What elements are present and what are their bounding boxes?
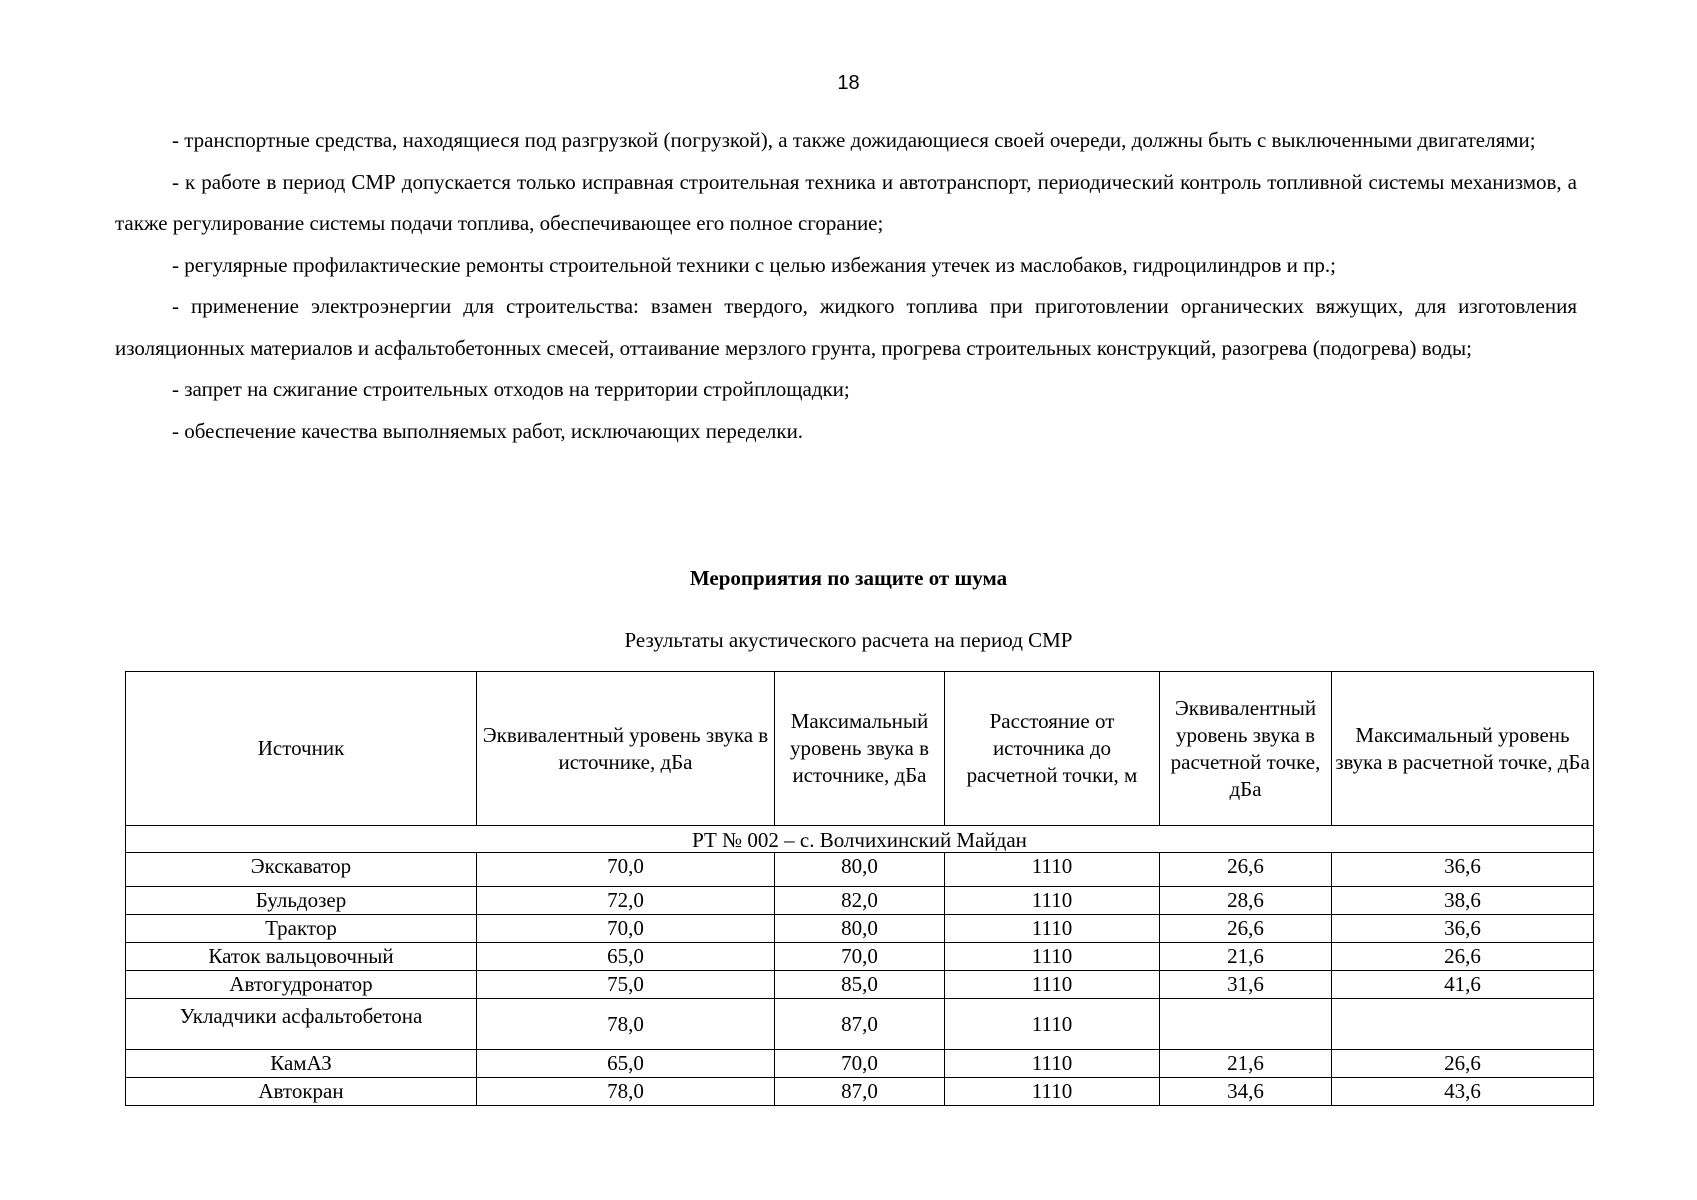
cell-eq-source: 70,0 xyxy=(477,853,775,887)
body-text xyxy=(115,120,1577,452)
section-heading: Мероприятия по защите от шума xyxy=(689,566,1008,590)
header-eq-level-source: Эквивалентный уровень звука в источнике, дБа xyxy=(477,672,775,826)
cell-max-source: 85,0 xyxy=(775,971,945,999)
cell-max-point: 26,6 xyxy=(1332,1050,1594,1078)
cell-max-source: 70,0 xyxy=(775,943,945,971)
cell-source: Бульдозер xyxy=(126,887,477,915)
table-row xyxy=(126,999,1594,1050)
cell-distance: 1110 xyxy=(945,999,1160,1050)
cell-max-source: 80,0 xyxy=(775,853,945,887)
header-max-level-point: Максимальный уровень звука в расчетной точке, дБа xyxy=(1332,672,1594,826)
group-label: РТ № 002 – с. Волчихинский Майдан xyxy=(126,826,1594,853)
cell-max-point: 43,6 xyxy=(1332,1078,1594,1106)
cell-source: КамАЗ xyxy=(126,1050,477,1078)
table-group-row xyxy=(126,826,1594,853)
cell-distance: 1110 xyxy=(945,971,1160,999)
header-eq-level-point: Эквивалентный уровень звука в расчетной точке, дБа xyxy=(1160,672,1332,826)
cell-source: Автокран xyxy=(126,1078,477,1106)
cell-eq-source: 72,0 xyxy=(477,887,775,915)
cell-max-source: 87,0 xyxy=(775,999,945,1050)
header-distance: Расстояние от источника до расчетной точки, м xyxy=(945,672,1160,826)
cell-eq-point: 34,6 xyxy=(1160,1078,1332,1106)
cell-eq-point: 21,6 xyxy=(1160,943,1332,971)
cell-source: Автогудронатор xyxy=(126,971,477,999)
cell-distance: 1110 xyxy=(945,853,1160,887)
cell-max-source: 82,0 xyxy=(775,887,945,915)
table-row xyxy=(126,1078,1594,1106)
cell-distance: 1110 xyxy=(945,1078,1160,1106)
cell-max-source: 80,0 xyxy=(775,915,945,943)
page-number: 18 xyxy=(837,72,860,94)
paragraph-vehicles-engines-off: - транспортные средства, находящиеся под разгрузкой (погрузкой), а также дожидающиеся своей очереди, должны быть с выключенными двигателями; xyxy=(172,128,1536,152)
cell-max-point: 38,6 xyxy=(1332,887,1594,915)
cell-distance: 1110 xyxy=(945,915,1160,943)
cell-eq-point: 28,6 xyxy=(1160,887,1332,915)
cell-eq-source: 78,0 xyxy=(477,1078,775,1106)
cell-eq-source: 75,0 xyxy=(477,971,775,999)
cell-distance: 1110 xyxy=(945,887,1160,915)
table-row xyxy=(126,915,1594,943)
cell-max-point: 36,6 xyxy=(1332,853,1594,887)
cell-eq-point: 26,6 xyxy=(1160,853,1332,887)
table-caption: Результаты акустического расчета на период СМР xyxy=(624,628,1073,652)
paragraph-electric-power: - применение электроэнергии для строительства: взамен твердого, жидкого топлива при приготовлении органических вяжущих, для изготовления изоляционных материалов и асфальтобетонных смесей, оттаивание мерзлого грунта, прогрева строительных конструкций, разогрева (подогрева) воды; xyxy=(115,294,1577,360)
cell-eq-point: 21,6 xyxy=(1160,1050,1332,1078)
cell-source: Каток вальцовочный xyxy=(126,943,477,971)
cell-source: Укладчики асфальтобетона xyxy=(126,999,477,1050)
paragraph-no-waste-burning: - запрет на сжигание строительных отходов на территории стройплощадки; xyxy=(172,377,850,401)
cell-source: Экскаватор xyxy=(126,853,477,887)
cell-eq-source: 70,0 xyxy=(477,915,775,943)
cell-source: Трактор xyxy=(126,915,477,943)
paragraph-work-quality: - обеспечение качества выполняемых работ, исключающих переделки. xyxy=(172,418,804,443)
cell-eq-source: 65,0 xyxy=(477,1050,775,1078)
table-row xyxy=(126,943,1594,971)
table-row xyxy=(126,971,1594,999)
cell-max-source: 87,0 xyxy=(775,1078,945,1106)
cell-max-point: 36,6 xyxy=(1332,915,1594,943)
table-row xyxy=(126,887,1594,915)
cell-max-point: 26,6 xyxy=(1332,943,1594,971)
paragraph-preventive-repairs: - регулярные профилактические ремонты строительной техники с целью избежания утечек из маслобаков, гидроцилиндров и пр.; xyxy=(172,252,1336,277)
cell-max-point: 41,6 xyxy=(1332,971,1594,999)
cell-eq-point: 31,6 xyxy=(1160,971,1332,999)
cell-distance: 1110 xyxy=(945,1050,1160,1078)
cell-max-point xyxy=(1332,999,1594,1050)
acoustic-results-table xyxy=(125,671,1594,1106)
cell-distance: 1110 xyxy=(945,943,1160,971)
cell-eq-point xyxy=(1160,999,1332,1050)
header-max-level-source: Максимальный уровень звука в источнике, дБа xyxy=(775,672,945,826)
cell-max-source: 70,0 xyxy=(775,1050,945,1078)
table-header-row xyxy=(126,672,1594,826)
header-source: Источник xyxy=(126,672,477,826)
cell-eq-point: 26,6 xyxy=(1160,915,1332,943)
paragraph-serviceable-machinery: - к работе в период СМР допускается только исправная строительная техника и автотранспорт, периодический контроль топливной системы механизмов, а также регулирование системы подачи топлива, обеспечивающее его полное сгорание; xyxy=(115,169,1577,235)
cell-eq-source: 65,0 xyxy=(477,943,775,971)
table-row xyxy=(126,1050,1594,1078)
table-row xyxy=(126,853,1594,887)
cell-eq-source: 78,0 xyxy=(477,999,775,1050)
